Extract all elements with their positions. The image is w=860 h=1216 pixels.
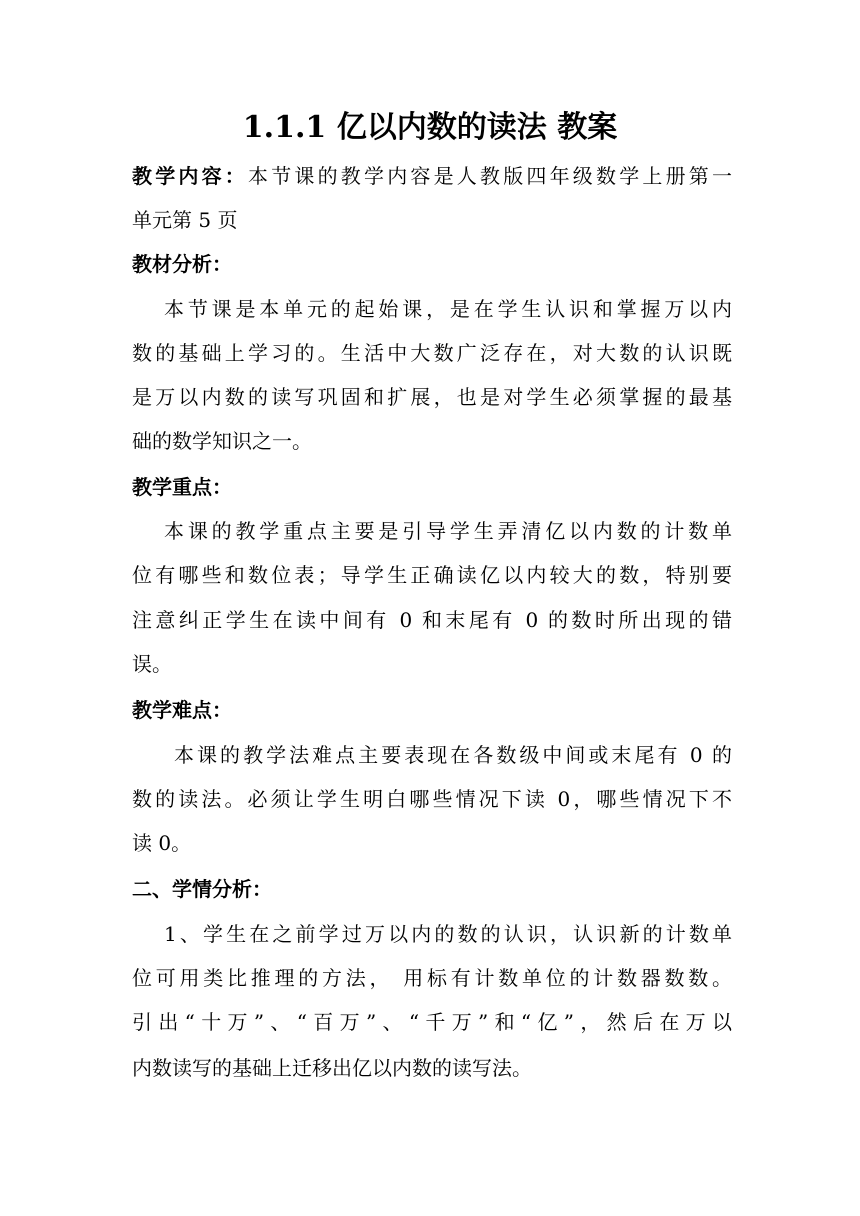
teaching-key-points-line4: 误。 <box>132 652 172 676</box>
teaching-difficulty-line3: 读 0。 <box>132 831 192 855</box>
learner-analysis-line1: 1、学生在之前学过万以内的数的认识，认识新的计数单 <box>164 922 732 946</box>
textbook-analysis-line4: 础的数学知识之一。 <box>132 429 312 453</box>
teaching-content-text-line1: 本节课的教学内容是人教版四年级数学上册第一 <box>248 164 732 188</box>
teaching-key-points-line2: 位有哪些和数位表；导学生正确读亿以内较大的数，特别要 <box>132 563 732 587</box>
teaching-content-paragraph <box>132 154 732 198</box>
textbook-analysis-line2: 数的基础上学习的。生活中大数广泛存在，对大数的认识既 <box>132 341 732 365</box>
learner-analysis-line4: 内数读写的基础上迁移出亿以内数的读写法。 <box>132 1056 532 1080</box>
document-title: 1.1.1 亿以内数的读法 教案 <box>242 110 618 145</box>
learner-analysis-heading: 二、学情分析： <box>132 877 272 901</box>
teaching-key-points-line3: 注意纠正学生在读中间有 0 和末尾有 0 的数时所出现的错 <box>132 608 732 632</box>
textbook-analysis-line1: 本节课是本单元的起始课，是在学生认识和掌握万以内 <box>164 297 732 321</box>
teaching-key-points-line1: 本课的教学重点主要是引导学生弄清亿以内数的计数单 <box>164 519 732 543</box>
teaching-difficulty-line1: 本课的教学法难点主要表现在各数级中间或末尾有 0 的 <box>174 743 732 767</box>
teaching-difficulty-heading: 教学难点： <box>132 698 232 722</box>
teaching-key-points-heading: 教学重点： <box>132 475 232 499</box>
textbook-analysis-heading: 教材分析： <box>132 252 232 276</box>
learner-analysis-line3: 引出“十万”、“百万”、“千万”和“亿”，然后在万以 <box>132 1010 732 1034</box>
teaching-difficulty-line2: 数的读法。必须让学生明白哪些情况下读 0，哪些情况下不 <box>132 787 732 811</box>
textbook-analysis-line3: 是万以内数的读写巩固和扩展，也是对学生必须掌握的最基 <box>132 385 732 409</box>
teaching-content-text-line2: 单元第 5 页 <box>132 208 238 232</box>
learner-analysis-line2: 位可用类比推理的方法， 用标有计数单位的计数器数数。 <box>132 966 732 990</box>
teaching-content-heading: 教学内容： <box>132 164 248 188</box>
